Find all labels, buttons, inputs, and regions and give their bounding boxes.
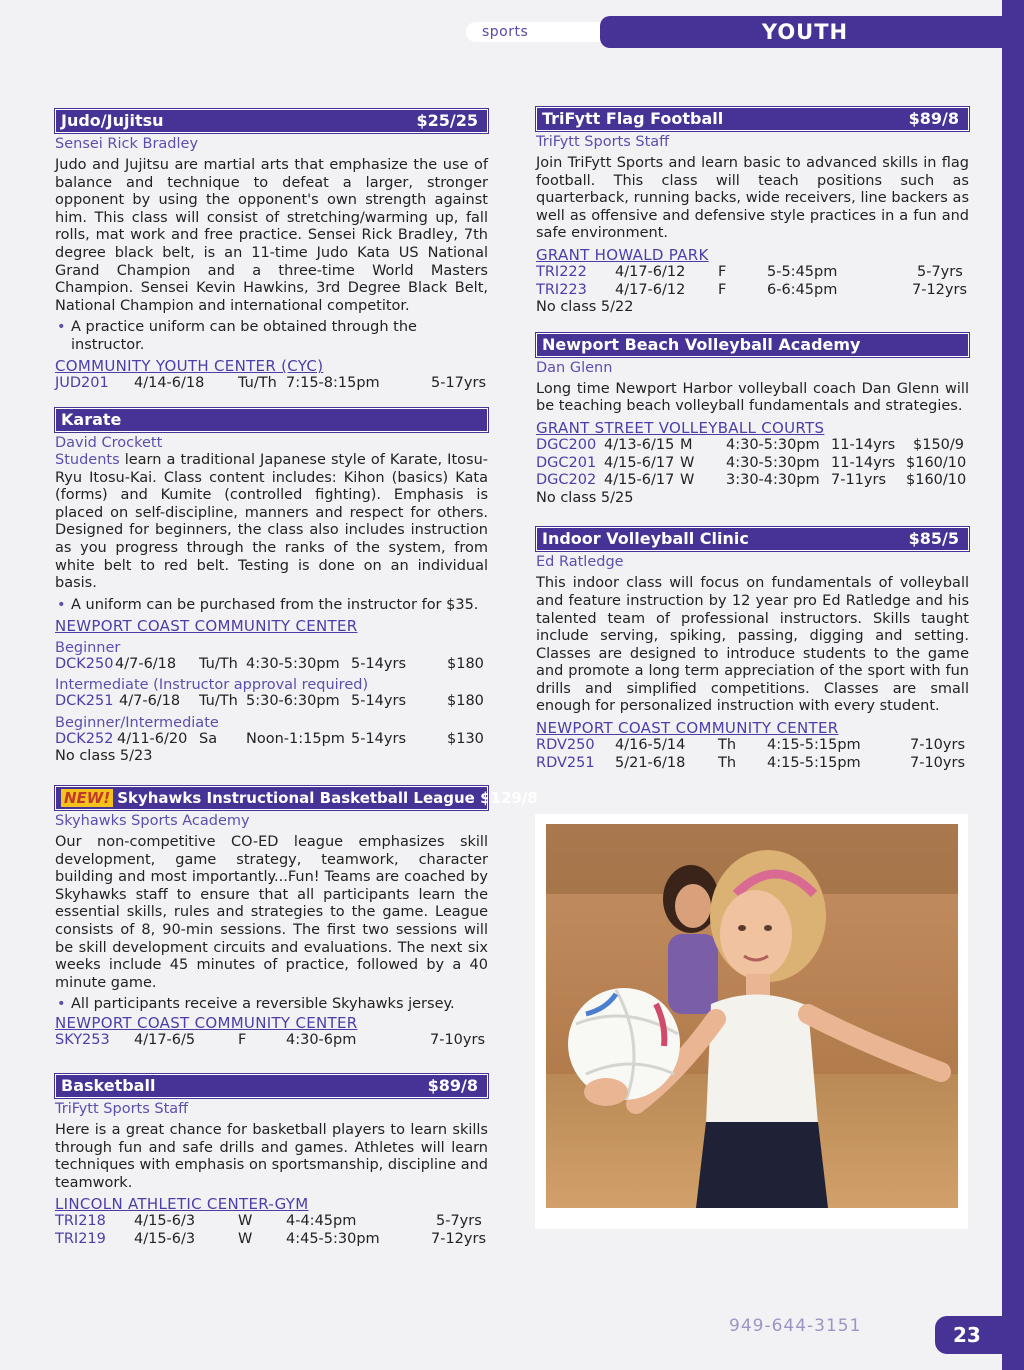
location-link[interactable]: GRANT HOWALD PARK (536, 245, 709, 264)
class-skyhawks-basketball (55, 786, 538, 1050)
class-title: Indoor Volleyball Clinic (542, 529, 749, 549)
course-ages: 7-11yrs (831, 472, 887, 489)
class-description: This indoor class will focus on fundamentals of volleyball and feature instruction by 12 year pro Ed Ratledge and his talented team of professional instructors. Skills taught include serving, spiking, passing, digging and setting. Classes are designed to introduce students to the game and promote a long term appreciation of the sport with fun drills and simplified competitions. Classes are small enough for personalized instruction with every student. (536, 575, 969, 715)
course-days: W (680, 454, 695, 471)
class-basketball (55, 1074, 488, 1249)
photo-illustration (546, 824, 958, 1208)
course-days: Tu/Th (199, 655, 238, 672)
course-days: M (680, 436, 693, 453)
course-fee: $180 (447, 693, 484, 710)
schedule-row (536, 755, 969, 773)
phone-number: 949-644-3151 (729, 1316, 862, 1336)
course-code[interactable]: DGC200 (536, 436, 597, 453)
course-code[interactable]: TRI218 (55, 1213, 106, 1230)
left-column (55, 109, 538, 1249)
level-label: Beginner (55, 639, 121, 656)
course-dates: 4/11-6/20 (117, 730, 188, 747)
photo-frame (535, 814, 968, 1229)
course-code[interactable]: TRI223 (536, 281, 587, 298)
course-days: Th (718, 754, 737, 771)
class-description: Join TriFytt Sports and learn basic to advanced skills in flag football. This class will teach positions such as quarterback, running backs, wide receivers, line backers as well as offensive and defensive style practices in a fun and safe environment. (536, 155, 969, 242)
course-time: 4:15-5:15pm (767, 737, 861, 754)
schedule-row (536, 437, 969, 455)
schedule-row (55, 375, 488, 393)
course-days: Sa (199, 730, 218, 747)
class-title: TriFytt Flag Football (542, 109, 724, 128)
class-title-text: Skyhawks Instructional Basketball League $129/8 (117, 789, 538, 808)
course-dates: 4/13-6/15 (604, 436, 675, 453)
schedule-row (536, 737, 969, 755)
course-fee: $150/9 (913, 436, 965, 453)
no-class-note: No class 5/25 (536, 489, 634, 506)
class-title: Judo/Jujitsu (61, 111, 164, 130)
course-dates: 5/21-6/18 (615, 754, 686, 771)
course-dates: 4/15-6/3 (134, 1213, 196, 1230)
course-ages: 5-14yrs (351, 655, 407, 672)
level-label: Intermediate (Instructor approval required) (55, 677, 369, 694)
class-indoor-volleyball (536, 527, 969, 772)
course-ages: 7-10yrs (430, 1032, 486, 1049)
course-time: 3:30-4:30pm (726, 472, 820, 489)
course-ages: 5-17yrs (431, 375, 487, 392)
class-header-bar (55, 109, 488, 133)
course-time: 7:15-8:15pm (286, 375, 380, 392)
class-description: Here is a great chance for basketball players to learn skills through fun and safe drills and games. Athletes will learn techniques with emphasis on sportsmanship, discipline and teamwork. (55, 1122, 488, 1191)
course-fee: $130 (447, 730, 484, 747)
course-dates: 4/15-6/3 (134, 1230, 196, 1247)
location-link[interactable]: NEWPORT COAST COMMUNITY CENTER (55, 1014, 358, 1033)
schedule-row (55, 656, 488, 674)
class-header-bar (55, 1074, 488, 1098)
course-ages: 7-12yrs (431, 1230, 487, 1247)
location-link[interactable]: NEWPORT COAST COMMUNITY CENTER (55, 616, 358, 635)
course-time: 4:30-5:30pm (726, 454, 820, 471)
course-ages: 5-14yrs (351, 730, 407, 747)
schedule-row (536, 472, 969, 490)
instructor-name: Skyhawks Sports Academy (55, 813, 250, 830)
location-link[interactable]: COMMUNITY YOUTH CENTER (CYC) (55, 357, 324, 376)
course-fee: $160/10 (906, 454, 967, 471)
course-time: 4:45-5:30pm (286, 1230, 380, 1247)
course-dates: 4/17-6/12 (615, 281, 686, 298)
course-dates: 4/15-6/17 (604, 472, 675, 489)
class-header-bar (536, 527, 969, 551)
location-link[interactable]: NEWPORT COAST COMMUNITY CENTER (536, 719, 839, 738)
course-code[interactable]: RDV251 (536, 754, 595, 771)
class-karate (55, 408, 488, 766)
course-days: Tu/Th (199, 693, 238, 710)
schedule-row (55, 1032, 488, 1050)
class-flag-football (536, 107, 969, 317)
class-header-bar (55, 786, 538, 810)
class-header-bar (536, 333, 969, 357)
course-time: 4:30-6pm (286, 1032, 357, 1049)
course-dates: 4/14-6/18 (134, 375, 205, 392)
course-code[interactable]: DCK252 (55, 730, 114, 747)
course-time: 4-4:45pm (286, 1213, 357, 1230)
course-ages: 5-14yrs (351, 693, 407, 710)
right-edge-bar (1002, 0, 1024, 1370)
class-description: Long time Newport Harbor volleyball coach Dan Glenn will be teaching beach volleyball fundamentals and strategies. (536, 380, 969, 415)
course-ages: 5-7yrs (436, 1213, 482, 1230)
course-ages: 11-14yrs (831, 454, 896, 471)
section-tab-sports: sports (466, 22, 602, 42)
bullet-note: • A practice uniform can be obtained through the instructor. (55, 318, 488, 354)
course-time: 5-5:45pm (767, 263, 838, 280)
course-time: 4:15-5:15pm (767, 754, 861, 771)
class-price: $85/5 (908, 529, 959, 549)
course-code[interactable]: DGC202 (536, 472, 597, 489)
course-dates: 4/16-5/14 (615, 737, 686, 754)
course-time: 6-6:45pm (767, 281, 838, 298)
course-time: 4:30-5:30pm (726, 436, 820, 453)
course-days: W (238, 1213, 253, 1230)
course-ages: 5-7yrs (917, 263, 963, 280)
course-dates: 4/7-6/18 (119, 693, 181, 710)
class-description (55, 452, 488, 593)
course-code[interactable]: DCK251 (55, 693, 114, 710)
volleyball-girl-photo (546, 824, 958, 1208)
class-header-bar (55, 408, 488, 432)
course-dates: 4/17-6/5 (134, 1032, 196, 1049)
course-days: W (238, 1230, 253, 1247)
course-dates: 4/17-6/12 (615, 263, 686, 280)
course-days: W (680, 472, 695, 489)
course-code[interactable]: DCK250 (55, 655, 114, 672)
class-judo (55, 109, 488, 393)
instructor-name: Sensei Rick Bradley (55, 136, 199, 152)
bullet-note: • A uniform can be purchased from the instructor for $35. (55, 596, 488, 614)
class-title: Karate (61, 409, 122, 429)
level-label: Beginner/Intermediate (55, 714, 219, 731)
course-ages: 7-12yrs (912, 281, 968, 298)
course-time: Noon-1:15pm (246, 730, 345, 747)
instructor-name: TriFytt Sports Staff (55, 1101, 189, 1117)
course-fee: $160/10 (906, 472, 967, 489)
course-code[interactable]: DGC201 (536, 454, 597, 471)
bullet-note: • All participants receive a reversible Skyhawks jersey. (55, 995, 488, 1013)
class-price: $25/25 (416, 111, 478, 130)
instructor-name: Dan Glenn (536, 359, 613, 376)
course-days: F (718, 281, 727, 298)
course-code[interactable]: JUD201 (55, 375, 109, 392)
class-header-bar (536, 107, 969, 131)
schedule-row (536, 264, 969, 282)
course-code[interactable]: TRI219 (55, 1230, 106, 1247)
class-description: Our non-competitive CO-ED league emphasizes skill development, game strategy, teamwork, character building and most importantly...Fun! Teams are coached by Skyhawks staff to ensure that all participants learn the essential skills, rules and strategies to the game. League consists of 8, 90-min sessions. The first two sessions will be skill development circuits and evaluations. The next six weeks include 45 minutes of practice, followed by a 40 minute game. (55, 834, 488, 991)
instructor-name: TriFytt Sports Staff (536, 134, 670, 150)
course-dates: 4/15-6/17 (604, 454, 675, 471)
course-days: Th (718, 737, 737, 754)
no-class-note: No class 5/22 (536, 299, 634, 316)
course-days: Tu/Th (238, 375, 277, 392)
course-code[interactable]: SKY253 (55, 1032, 110, 1049)
location-link[interactable]: GRANT STREET VOLLEYBALL COURTS (536, 418, 825, 437)
class-description: Judo and Jujitsu are martial arts that emphasize the use of balance and technique to defeat a larger, stronger opponent by using the opponent's own strength against him. This class will consist of stretching/warming up, fall rolls, mat work and free practice. Sensei Rick Bradley, 7th degree black belt, is an 11-time Judo Kata US National Grand Champion and a three-time World Masters Champion. Sensei Kevin Hawkins, 3rd Degree Black Belt, National Champion and international competitor. (55, 157, 488, 314)
course-code[interactable]: RDV250 (536, 737, 595, 754)
course-ages: 7-10yrs (910, 754, 966, 771)
course-days: F (238, 1032, 247, 1049)
course-ages: 11-14yrs (831, 436, 896, 453)
schedule-row (536, 282, 969, 300)
class-title: Newport Beach Volleyball Academy (542, 334, 861, 354)
course-time: 4:30-5:30pm (246, 655, 340, 672)
schedule-row (55, 1213, 488, 1231)
class-title (61, 787, 538, 809)
class-price: $89/8 (427, 1076, 478, 1095)
new-badge: NEW! (61, 789, 113, 807)
course-ages: 7-10yrs (910, 737, 966, 754)
course-fee: $180 (447, 655, 484, 672)
schedule-row (55, 731, 488, 749)
category-tab-youth: YOUTH (600, 16, 1010, 48)
schedule-row (536, 455, 969, 473)
schedule-row (55, 693, 488, 711)
class-title: Basketball (61, 1076, 156, 1095)
course-time: 5:30-6:30pm (246, 693, 340, 710)
no-class-note: No class 5/23 (55, 748, 153, 765)
instructor-name: David Crockett (55, 434, 163, 451)
course-days: F (718, 263, 727, 280)
right-column (536, 107, 969, 772)
instructor-name: Ed Ratledge (536, 554, 624, 571)
description-body: learn a traditional Japanese style of Karate, Itosu-Ryu Itosu-Kai. Class content includes: Kihon (basics) Kata (forms) and Kumite (controlled fighting). Emphasis is placed on self-discipline, manners and respect for others. Designed for beginners, the class also includes instruction as you progress through the ranks of the system, from white belt to red belt. Testing is done on an individual basis. (55, 451, 488, 592)
location-link[interactable]: LINCOLN ATHLETIC CENTER-GYM (55, 1195, 309, 1214)
schedule-row (55, 1231, 488, 1249)
course-code[interactable]: TRI222 (536, 263, 587, 280)
class-beach-volleyball (536, 333, 969, 508)
description-lead: Students (55, 451, 120, 468)
page-number: 23 (935, 1316, 1015, 1354)
class-price: $89/8 (908, 109, 959, 128)
course-dates: 4/7-6/18 (115, 655, 177, 672)
